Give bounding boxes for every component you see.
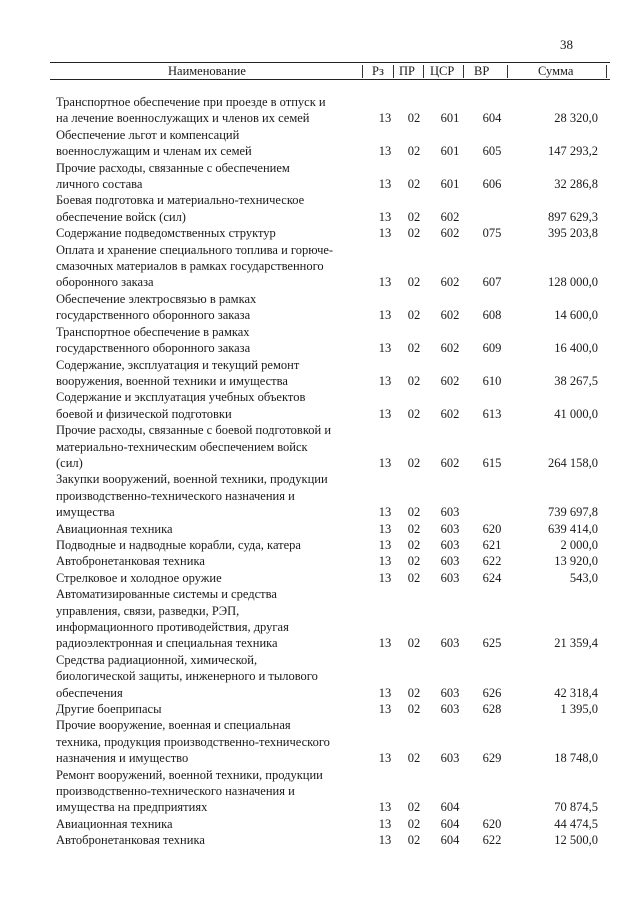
row-vr: 626 xyxy=(482,685,502,700)
row-vr: 620 xyxy=(482,521,502,536)
row-name-line: Прочие расходы, связанные с обеспечением xyxy=(56,160,290,175)
row-name xyxy=(56,701,368,717)
row-rz: 13 xyxy=(378,570,392,585)
row-vr: 624 xyxy=(482,570,502,585)
row-rz: 13 xyxy=(378,177,392,192)
row-rz: 13 xyxy=(378,816,392,831)
table-row xyxy=(56,586,606,652)
table-row xyxy=(56,422,606,471)
row-name-line: на лечение военнослужащих и членов их семей xyxy=(56,111,310,126)
table-row xyxy=(56,553,606,569)
row-vr: 604 xyxy=(482,111,502,126)
row-csr: 603 xyxy=(440,570,460,585)
row-csr: 603 xyxy=(440,685,460,700)
row-sum: 28 320,0 xyxy=(554,111,598,126)
row-rz: 13 xyxy=(378,554,392,569)
table-row xyxy=(56,94,606,127)
row-pr: 02 xyxy=(407,816,421,831)
row-rz: 13 xyxy=(378,685,392,700)
row-name-line: государственного оборонного заказа xyxy=(56,308,251,323)
row-pr: 02 xyxy=(407,636,421,651)
row-pr: 02 xyxy=(407,341,421,356)
row-name xyxy=(56,192,368,225)
row-rz: 13 xyxy=(378,833,392,848)
header-divider xyxy=(507,65,508,78)
row-vr: 622 xyxy=(482,554,502,569)
row-name-line: имущества на предприятиях xyxy=(56,800,208,815)
row-name xyxy=(56,767,368,816)
row-rz: 13 xyxy=(378,275,392,290)
row-pr: 02 xyxy=(407,751,421,766)
row-csr: 601 xyxy=(440,177,460,192)
row-pr: 02 xyxy=(407,455,421,470)
row-name xyxy=(56,94,368,127)
row-rz: 13 xyxy=(378,308,392,323)
row-name-line: личного состава xyxy=(56,177,143,192)
row-vr: 625 xyxy=(482,636,502,651)
row-sum: 395 203,8 xyxy=(548,226,598,241)
row-csr: 603 xyxy=(440,751,460,766)
row-name xyxy=(56,652,368,701)
table-row xyxy=(56,471,606,520)
row-name xyxy=(56,537,368,553)
row-name-line: Транспортное обеспечение при проезде в отпуск и xyxy=(56,95,326,109)
row-sum: 32 286,8 xyxy=(554,177,598,192)
row-sum: 38 267,5 xyxy=(554,373,598,388)
row-name-line: Содержание подведомственных структур xyxy=(56,226,276,241)
header-vr: ВР xyxy=(474,64,490,78)
header-csr: ЦСР xyxy=(430,64,455,78)
row-name-line: оборонного заказа xyxy=(56,275,154,290)
row-name-line: Подводные и надводные корабли, суда, катера xyxy=(56,537,301,552)
row-sum: 18 748,0 xyxy=(554,751,598,766)
row-sum: 44 474,5 xyxy=(554,816,598,831)
row-pr: 02 xyxy=(407,570,421,585)
row-rz: 13 xyxy=(378,521,392,536)
table-row xyxy=(56,652,606,701)
table-row xyxy=(56,570,606,586)
row-sum: 739 697,8 xyxy=(548,505,598,520)
row-name-line: Автоматизированные системы и средства xyxy=(56,587,277,602)
row-vr: 608 xyxy=(482,308,502,323)
row-name xyxy=(56,357,368,390)
row-name-line: Прочие вооружение, военная и специальная xyxy=(56,718,291,733)
row-pr: 02 xyxy=(407,308,421,323)
row-sum: 2 000,0 xyxy=(560,537,598,552)
row-csr: 604 xyxy=(440,833,460,848)
row-rz: 13 xyxy=(378,226,392,241)
row-csr: 603 xyxy=(440,505,460,520)
row-rz: 13 xyxy=(378,209,392,224)
row-sum: 639 414,0 xyxy=(548,521,598,536)
row-rz: 13 xyxy=(378,373,392,388)
row-pr: 02 xyxy=(407,226,421,241)
row-name-line: (сил) xyxy=(56,455,83,470)
row-name-line: обеспечения xyxy=(56,685,123,700)
row-sum: 42 318,4 xyxy=(554,685,598,700)
row-pr: 02 xyxy=(407,833,421,848)
row-vr: 606 xyxy=(482,177,502,192)
row-name-line: информационного противодействия, другая xyxy=(56,620,289,634)
row-name xyxy=(56,570,368,586)
row-pr: 02 xyxy=(407,537,421,552)
row-name-line: техника, продукция производственно-технического xyxy=(56,734,330,749)
header-divider xyxy=(423,65,424,78)
row-vr: 607 xyxy=(482,275,502,290)
row-sum: 128 000,0 xyxy=(548,275,598,290)
row-name-line: Боевая подготовка и материально-техническое xyxy=(56,193,305,208)
row-csr: 602 xyxy=(440,226,460,241)
row-name xyxy=(56,471,368,520)
table-row xyxy=(56,242,606,291)
row-name-line: обеспечение войск (сил) xyxy=(56,209,186,224)
row-name-line: Автобронетанковая техника xyxy=(56,554,205,569)
row-pr: 02 xyxy=(407,111,421,126)
row-name-line: Обеспечение льгот и компенсаций xyxy=(56,127,240,142)
row-name xyxy=(56,816,368,832)
row-name-line: Содержание, эксплуатация и текущий ремонт xyxy=(56,357,300,372)
row-name-line: Другие боеприпасы xyxy=(56,702,162,717)
row-csr: 603 xyxy=(440,702,460,717)
header-rz: Рз xyxy=(372,64,384,78)
table-row xyxy=(56,324,606,357)
row-pr: 02 xyxy=(407,406,421,421)
row-csr: 603 xyxy=(440,521,460,536)
row-sum: 16 400,0 xyxy=(554,341,598,356)
table-row xyxy=(56,357,606,390)
table-row xyxy=(56,225,606,241)
row-name-line: Прочие расходы, связанные с боевой подготовкой и xyxy=(56,423,332,438)
table-row xyxy=(56,816,606,832)
row-name xyxy=(56,160,368,193)
table-row xyxy=(56,291,606,324)
row-csr: 604 xyxy=(440,800,460,815)
row-csr: 601 xyxy=(440,111,460,126)
row-vr: 628 xyxy=(482,702,502,717)
row-sum: 264 158,0 xyxy=(548,455,598,470)
row-vr: 613 xyxy=(482,406,502,421)
row-name-line: Авиационная техника xyxy=(56,521,173,536)
row-csr: 602 xyxy=(440,275,460,290)
row-vr: 615 xyxy=(482,455,502,470)
table-header xyxy=(50,62,610,80)
table-row xyxy=(56,717,606,766)
row-name-line: биологической защиты, инженерного и тылового xyxy=(56,669,318,684)
row-rz: 13 xyxy=(378,751,392,766)
row-sum: 21 359,4 xyxy=(554,636,598,651)
row-csr: 603 xyxy=(440,537,460,552)
budget-table-body xyxy=(56,94,606,849)
row-sum: 1 395,0 xyxy=(560,702,598,717)
row-name-line: управления, связи, разведки, РЭП, xyxy=(56,603,240,618)
row-name-line: имущества xyxy=(56,505,115,520)
row-pr: 02 xyxy=(407,702,421,717)
row-name-line: Закупки вооружений, военной техники, продукции xyxy=(56,472,328,487)
page-number: 38 xyxy=(560,37,573,52)
row-name xyxy=(56,242,368,291)
row-pr: 02 xyxy=(407,275,421,290)
row-vr: 622 xyxy=(482,833,502,848)
header-pr: ПР xyxy=(399,64,415,78)
row-name xyxy=(56,521,368,537)
row-csr: 602 xyxy=(440,341,460,356)
row-vr: 605 xyxy=(482,144,502,159)
row-name xyxy=(56,832,368,848)
row-sum: 14 600,0 xyxy=(554,308,598,323)
row-name-line: Ремонт вооружений, военной техники, продукции xyxy=(56,767,323,782)
row-name xyxy=(56,586,368,652)
row-pr: 02 xyxy=(407,800,421,815)
row-name xyxy=(56,127,368,160)
row-name-line: боевой и физической подготовки xyxy=(56,406,232,421)
row-rz: 13 xyxy=(378,341,392,356)
row-csr: 601 xyxy=(440,144,460,159)
row-name-line: радиоэлектронная и специальная техника xyxy=(56,636,278,651)
row-name-line: Содержание и эксплуатация учебных объектов xyxy=(56,390,306,405)
row-pr: 02 xyxy=(407,554,421,569)
row-name-line: Транспортное обеспечение в рамках xyxy=(56,324,250,339)
row-csr: 602 xyxy=(440,455,460,470)
row-rz: 13 xyxy=(378,406,392,421)
table-row xyxy=(56,127,606,160)
row-rz: 13 xyxy=(378,702,392,717)
row-sum: 543,0 xyxy=(569,570,598,585)
row-name xyxy=(56,324,368,357)
row-name-line: вооружения, военной техники и имущества xyxy=(56,373,288,388)
row-name xyxy=(56,225,368,241)
row-csr: 602 xyxy=(440,373,460,388)
row-rz: 13 xyxy=(378,111,392,126)
row-sum: 897 629,3 xyxy=(548,209,598,224)
row-name xyxy=(56,422,368,471)
row-vr: 609 xyxy=(482,341,502,356)
row-pr: 02 xyxy=(407,144,421,159)
header-divider xyxy=(463,65,464,78)
row-vr: 621 xyxy=(482,537,502,552)
row-csr: 602 xyxy=(440,308,460,323)
row-name-line: материально-техническим обеспечением войск xyxy=(56,439,308,454)
table-row xyxy=(56,160,606,193)
table-row xyxy=(56,767,606,816)
row-name-line: Обеспечение электросвязью в рамках xyxy=(56,291,257,306)
row-name-line: производственно-технического назначения и xyxy=(56,784,295,799)
row-name xyxy=(56,553,368,569)
row-vr: 629 xyxy=(482,751,502,766)
table-row xyxy=(56,537,606,553)
row-rz: 13 xyxy=(378,144,392,159)
table-row xyxy=(56,389,606,422)
row-pr: 02 xyxy=(407,373,421,388)
table-row xyxy=(56,521,606,537)
row-name-line: Оплата и хранение специального топлива и горюче- xyxy=(56,242,334,257)
row-sum: 41 000,0 xyxy=(554,406,598,421)
row-name-line: Автобронетанковая техника xyxy=(56,833,205,848)
table-row xyxy=(56,701,606,717)
row-sum: 13 920,0 xyxy=(554,554,598,569)
row-sum: 70 874,5 xyxy=(554,800,598,815)
row-csr: 603 xyxy=(440,636,460,651)
row-name-line: смазочных материалов в рамках государственного xyxy=(56,259,324,274)
header-divider xyxy=(393,65,394,78)
row-pr: 02 xyxy=(407,177,421,192)
row-rz: 13 xyxy=(378,800,392,815)
row-csr: 604 xyxy=(440,816,460,831)
table-row xyxy=(56,832,606,848)
row-pr: 02 xyxy=(407,521,421,536)
row-csr: 603 xyxy=(440,554,460,569)
row-pr: 02 xyxy=(407,505,421,520)
row-name xyxy=(56,389,368,422)
row-name-line: производственно-технического назначения и xyxy=(56,488,295,503)
row-rz: 13 xyxy=(378,505,392,520)
header-name: Наименование xyxy=(168,64,246,78)
row-sum: 12 500,0 xyxy=(554,833,598,848)
header-divider xyxy=(362,65,363,78)
row-rz: 13 xyxy=(378,455,392,470)
row-name-line: Стрелковое и холодное оружие xyxy=(56,570,222,585)
row-name-line: военнослужащим и членам их семей xyxy=(56,144,252,159)
row-name-line: назначения и имущество xyxy=(56,751,189,766)
row-vr: 620 xyxy=(482,816,502,831)
header-divider xyxy=(606,65,607,78)
row-pr: 02 xyxy=(407,209,421,224)
row-name xyxy=(56,717,368,766)
row-name-line: Средства радиационной, химической, xyxy=(56,652,258,667)
row-csr: 602 xyxy=(440,406,460,421)
row-pr: 02 xyxy=(407,685,421,700)
header-sum: Сумма xyxy=(538,64,574,78)
row-csr: 602 xyxy=(440,209,460,224)
row-rz: 13 xyxy=(378,537,392,552)
row-rz: 13 xyxy=(378,636,392,651)
table-row xyxy=(56,192,606,225)
row-name xyxy=(56,291,368,324)
row-vr: 075 xyxy=(482,226,502,241)
row-sum: 147 293,2 xyxy=(548,144,598,159)
row-vr: 610 xyxy=(482,373,502,388)
row-name-line: государственного оборонного заказа xyxy=(56,341,251,356)
row-name-line: Авиационная техника xyxy=(56,816,173,831)
